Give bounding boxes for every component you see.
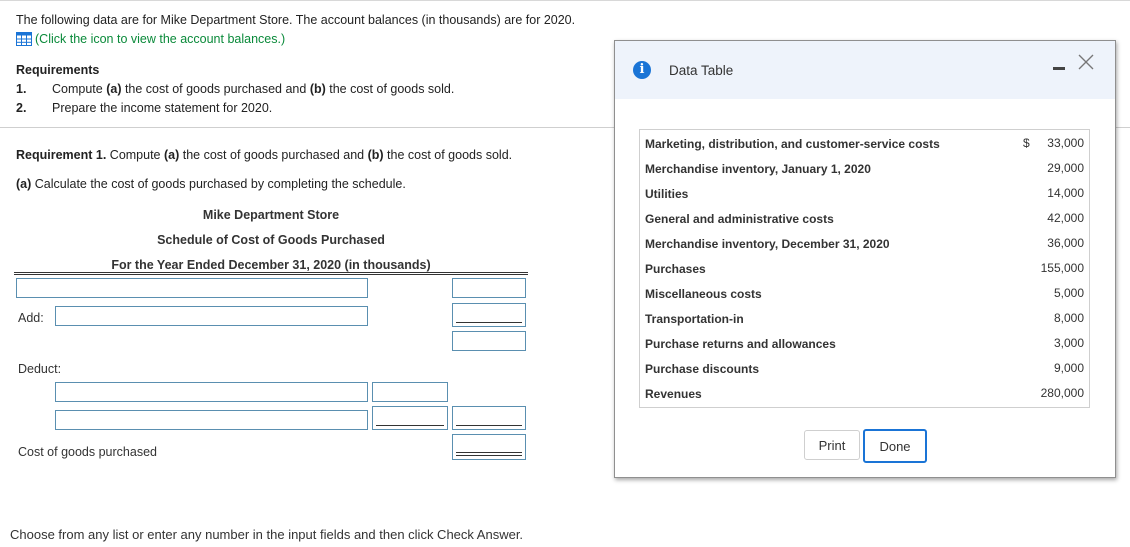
row-label: Transportation-in bbox=[645, 312, 744, 326]
double-underline-bottom bbox=[456, 455, 522, 456]
table-row bbox=[640, 157, 1089, 182]
table-row bbox=[640, 382, 1089, 407]
row-value: 42,000 bbox=[1047, 211, 1084, 225]
row-label: General and administrative costs bbox=[645, 212, 834, 226]
top-divider bbox=[0, 0, 1130, 1]
print-button[interactable]: Print bbox=[804, 430, 860, 460]
deduct-amount-input-2[interactable] bbox=[372, 406, 448, 430]
req1-text: Compute bbox=[106, 148, 164, 162]
row-dollar-sign: $ bbox=[1023, 136, 1030, 150]
row-label: Marketing, distribution, and customer-service costs bbox=[645, 137, 940, 151]
part-a-instruction bbox=[16, 177, 406, 191]
row-label: Merchandise inventory, January 1, 2020 bbox=[645, 162, 871, 176]
minimize-icon[interactable] bbox=[1053, 67, 1065, 70]
requirement-text-bold: (b) bbox=[309, 82, 326, 96]
account-balances-link[interactable] bbox=[16, 32, 285, 49]
requirement-text: the cost of goods sold. bbox=[325, 82, 455, 96]
data-table-modal bbox=[614, 40, 1116, 478]
requirement-text: Prepare the income statement for 2020. bbox=[52, 101, 273, 115]
schedule-header-rule bbox=[14, 274, 528, 275]
row-label: Purchase returns and allowances bbox=[645, 337, 836, 351]
info-icon: i bbox=[633, 61, 651, 79]
deduct-total-input[interactable] bbox=[452, 406, 526, 430]
req1-bold: Requirement 1. bbox=[16, 148, 107, 162]
requirement-item-1 bbox=[16, 82, 454, 96]
requirement-item-2 bbox=[16, 101, 272, 115]
deduct-label-select-1[interactable] bbox=[55, 382, 368, 402]
req1-text: the cost of goods sold. bbox=[383, 148, 513, 162]
table-row bbox=[640, 357, 1089, 382]
row-value: 33,000 bbox=[1047, 136, 1084, 150]
table-row bbox=[640, 232, 1089, 257]
requirement-number: 2. bbox=[16, 101, 27, 115]
row-label: Purchase discounts bbox=[645, 362, 760, 376]
account-balances-table bbox=[639, 129, 1090, 408]
row-label: Revenues bbox=[645, 387, 702, 401]
table-row bbox=[640, 132, 1089, 157]
part-a-text: Calculate the cost of goods purchased by completing the schedule. bbox=[31, 177, 406, 191]
table-row bbox=[640, 307, 1089, 332]
subtotal-amount-input[interactable] bbox=[452, 331, 526, 351]
row-value: 14,000 bbox=[1047, 186, 1084, 200]
schedule-header-rule bbox=[14, 272, 528, 273]
row-value: 36,000 bbox=[1047, 236, 1084, 250]
row-label: Merchandise inventory, December 31, 2020 bbox=[645, 237, 890, 251]
requirement-text-bold: (a) bbox=[106, 82, 122, 96]
table-row bbox=[640, 182, 1089, 207]
underline-rule bbox=[456, 322, 522, 323]
part-a-bold: (a) bbox=[16, 177, 32, 191]
req1-a: (a) bbox=[163, 148, 180, 162]
table-row bbox=[640, 282, 1089, 307]
table-icon[interactable] bbox=[16, 32, 32, 49]
cost-of-goods-purchased-label: Cost of goods purchased bbox=[18, 445, 157, 459]
footer-instruction: Choose from any list or enter any number in the input fields and then click Check Answer. bbox=[10, 527, 524, 542]
row-value: 9,000 bbox=[1053, 361, 1084, 375]
row-label: Miscellaneous costs bbox=[645, 287, 762, 301]
underline-rule bbox=[456, 425, 522, 426]
row-value: 29,000 bbox=[1047, 161, 1084, 175]
underline-rule bbox=[376, 425, 444, 426]
modal-title: Data Table bbox=[669, 63, 734, 78]
row-label: Purchases bbox=[645, 262, 706, 276]
table-row bbox=[640, 207, 1089, 232]
req1-b: (b) bbox=[367, 148, 384, 162]
req1-text: the cost of goods purchased and bbox=[179, 148, 368, 162]
double-underline-top bbox=[456, 452, 522, 453]
schedule-period: For the Year Ended December 31, 2020 (in thousands) bbox=[111, 258, 431, 272]
row-value: 5,000 bbox=[1053, 286, 1084, 300]
schedule-amount-input[interactable] bbox=[452, 278, 526, 298]
add-label-select[interactable] bbox=[55, 306, 368, 326]
deduct-label-select-2[interactable] bbox=[55, 410, 368, 430]
table-row bbox=[640, 257, 1089, 282]
schedule-title: Schedule of Cost of Goods Purchased bbox=[157, 233, 385, 247]
requirement-text: Compute bbox=[52, 82, 107, 96]
requirements-title: Requirements bbox=[16, 63, 100, 77]
row-value: 8,000 bbox=[1053, 311, 1084, 325]
requirement-1-heading bbox=[16, 148, 512, 162]
add-label: Add: bbox=[18, 311, 44, 325]
add-amount-input[interactable] bbox=[452, 303, 526, 327]
close-icon[interactable] bbox=[1077, 53, 1095, 75]
schedule-label-select[interactable] bbox=[16, 278, 368, 298]
deduct-amount-input-1[interactable] bbox=[372, 382, 448, 402]
schedule-company: Mike Department Store bbox=[202, 208, 340, 222]
table-row bbox=[640, 332, 1089, 357]
account-balances-link-text[interactable]: (Click the icon to view the account balances.) bbox=[35, 32, 286, 46]
modal-header[interactable] bbox=[615, 41, 1115, 99]
row-value: 280,000 bbox=[1040, 386, 1084, 400]
row-value: 3,000 bbox=[1053, 336, 1084, 350]
cost-of-goods-purchased-input[interactable] bbox=[452, 434, 526, 460]
done-button[interactable]: Done bbox=[863, 429, 927, 463]
row-label: Utilities bbox=[645, 187, 689, 201]
deduct-label: Deduct: bbox=[18, 362, 62, 376]
row-value: 155,000 bbox=[1040, 261, 1084, 275]
requirement-text: the cost of goods purchased and bbox=[121, 82, 310, 96]
intro-text: The following data are for Mike Department Store. The account balances (in thousands) are for 2020. bbox=[16, 13, 576, 27]
requirement-number: 1. bbox=[16, 82, 27, 96]
